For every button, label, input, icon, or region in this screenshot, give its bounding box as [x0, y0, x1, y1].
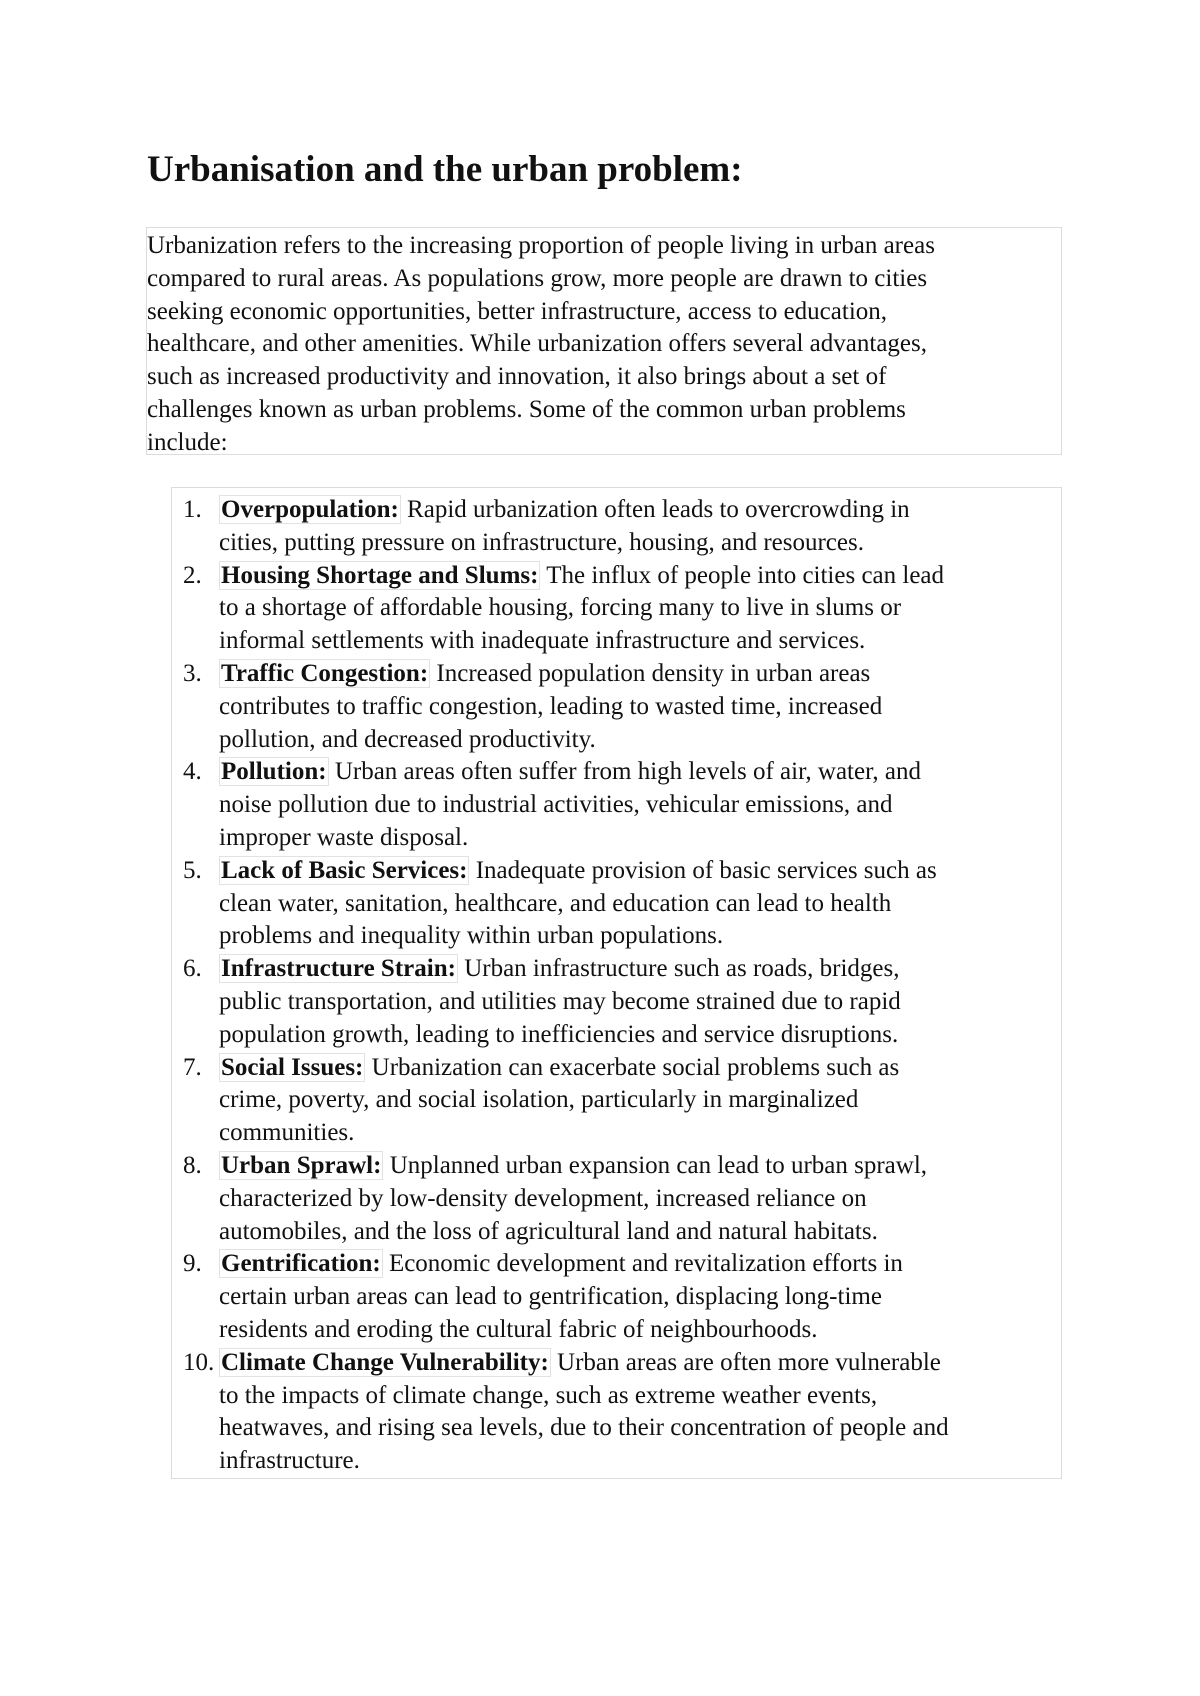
list-item-line — [219, 494, 910, 527]
list-item-line: characterized by low-density development, increased reliance on — [219, 1184, 867, 1212]
list-item — [172, 1150, 1061, 1248]
list-item-line: population growth, leading to inefficiencies and service disruptions. — [219, 1020, 899, 1048]
list-item-number: 1. — [183, 496, 202, 523]
list-item-line: crime, poverty, and social isolation, particularly in marginalized — [219, 1086, 859, 1114]
list-item-text: Economic development and revitalization efforts in — [382, 1250, 903, 1278]
list-item-line: certain urban areas can lead to gentrification, displacing long-time — [219, 1283, 882, 1311]
list-item-line: residents and eroding the cultural fabric of neighbourhoods. — [219, 1315, 818, 1343]
list-item-number: 5. — [183, 856, 202, 884]
list-item-text: Increased population density in urban areas — [430, 660, 871, 687]
list-item-number: 6. — [183, 955, 202, 983]
intro-line: compared to rural areas. As populations grow, more people are drawn to cities — [147, 264, 928, 292]
list-item-line — [219, 756, 921, 789]
list-item-text: Inadequate provision of basic services such as — [469, 856, 937, 884]
list-item-line: to the impacts of climate change, such as extreme weather events, — [219, 1381, 878, 1409]
list-item-line: cities, putting pressure on infrastructure, housing, and resources. — [219, 528, 864, 556]
list-item-line — [219, 1150, 927, 1183]
list-item-text: Urban areas often suffer from high levels of air, water, and — [328, 758, 922, 786]
intro-line: include: — [147, 428, 228, 455]
list-item-number: 3. — [183, 660, 202, 687]
list-item-line: public transportation, and utilities may become strained due to rapid — [219, 987, 901, 1015]
list-item-line: heatwaves, and rising sea levels, due to their concentration of people and — [219, 1414, 949, 1442]
list-item-number: 8. — [183, 1152, 202, 1179]
list-item-line: communities. — [219, 1119, 355, 1147]
list-item-number: 4. — [183, 758, 202, 786]
intro-line: seeking economic opportunities, better infrastructure, access to education, — [147, 297, 888, 325]
list-item-term: Urban Sprawl: — [221, 1152, 382, 1179]
list-item-line — [219, 1248, 903, 1281]
list-item — [172, 953, 1061, 1051]
list-item-text: Urbanization can exacerbate social problems such as — [365, 1053, 900, 1081]
list-item-line: to a shortage of affordable housing, forcing many to live in slums or — [219, 594, 902, 622]
list-item-number: 7. — [183, 1053, 202, 1081]
list-item-term: Social Issues: — [221, 1053, 364, 1081]
list-item-term: Traffic Congestion: — [221, 660, 429, 687]
list-item-line: clean water, sanitation, healthcare, and education can lead to health — [219, 889, 892, 917]
list-item-number: 9. — [183, 1250, 202, 1278]
list-item-line — [219, 1347, 941, 1380]
list-item-line — [219, 1052, 899, 1085]
list-item — [172, 560, 1061, 658]
list-item-line: automobiles, and the loss of agricultural land and natural habitats. — [219, 1217, 878, 1245]
list-item-line — [219, 953, 899, 986]
list-item-line: improper waste disposal. — [219, 823, 469, 851]
list-item — [172, 1052, 1061, 1150]
list-item-text: Rapid urbanization often leads to overcrowding in — [400, 496, 910, 523]
list-item-line: noise pollution due to industrial activities, vehicular emissions, and — [219, 791, 893, 819]
list-item-line: infrastructure. — [219, 1447, 360, 1475]
list-item-term: Pollution: — [221, 758, 327, 786]
list-item-line — [219, 658, 870, 691]
list-item-line: informal settlements with inadequate infrastructure and services. — [219, 627, 866, 655]
intro-paragraph — [146, 227, 1062, 455]
list-item-line: problems and inequality within urban populations. — [219, 922, 724, 950]
list-item-term: Lack of Basic Services: — [221, 856, 468, 884]
page-title: Urbanisation and the urban problem: — [147, 149, 743, 190]
intro-line: Urbanization refers to the increasing proportion of people living in urban areas — [147, 232, 935, 259]
intro-line: such as increased productivity and innovation, it also brings about a set of — [147, 363, 887, 391]
list-item-term: Overpopulation: — [221, 496, 399, 523]
intro-line: healthcare, and other amenities. While urbanization offers several advantages, — [147, 330, 927, 358]
list-item-term: Gentrification: — [221, 1250, 381, 1278]
list-item — [172, 855, 1061, 953]
list-item-number: 2. — [183, 561, 202, 589]
list-item — [172, 1347, 1061, 1478]
list-item-term: Climate Change Vulnerability: — [221, 1348, 549, 1376]
list-item — [172, 494, 1061, 560]
list-item — [172, 658, 1061, 756]
list-item-text: Unplanned urban expansion can lead to urban sprawl, — [383, 1152, 928, 1179]
intro-line: challenges known as urban problems. Some of the common urban problems — [147, 395, 906, 423]
urban-problems-list — [171, 487, 1062, 1479]
list-item-text: Urban infrastructure such as roads, bridges, — [457, 955, 900, 983]
list-item-term: Infrastructure Strain: — [221, 955, 456, 983]
list-item-line: contributes to traffic congestion, leading to wasted time, increased — [219, 692, 883, 720]
list-item-text: Urban areas are often more vulnerable — [550, 1348, 941, 1376]
list-item-line: pollution, and decreased productivity. — [219, 725, 596, 753]
list-item-number: 10. — [183, 1348, 215, 1376]
list-item-line — [219, 560, 944, 593]
list-item-term: Housing Shortage and Slums: — [221, 561, 539, 589]
list-item-line — [219, 855, 937, 888]
list-item — [172, 1248, 1061, 1346]
list-item-text: The influx of people into cities can lead — [540, 561, 945, 589]
list-item — [172, 756, 1061, 854]
